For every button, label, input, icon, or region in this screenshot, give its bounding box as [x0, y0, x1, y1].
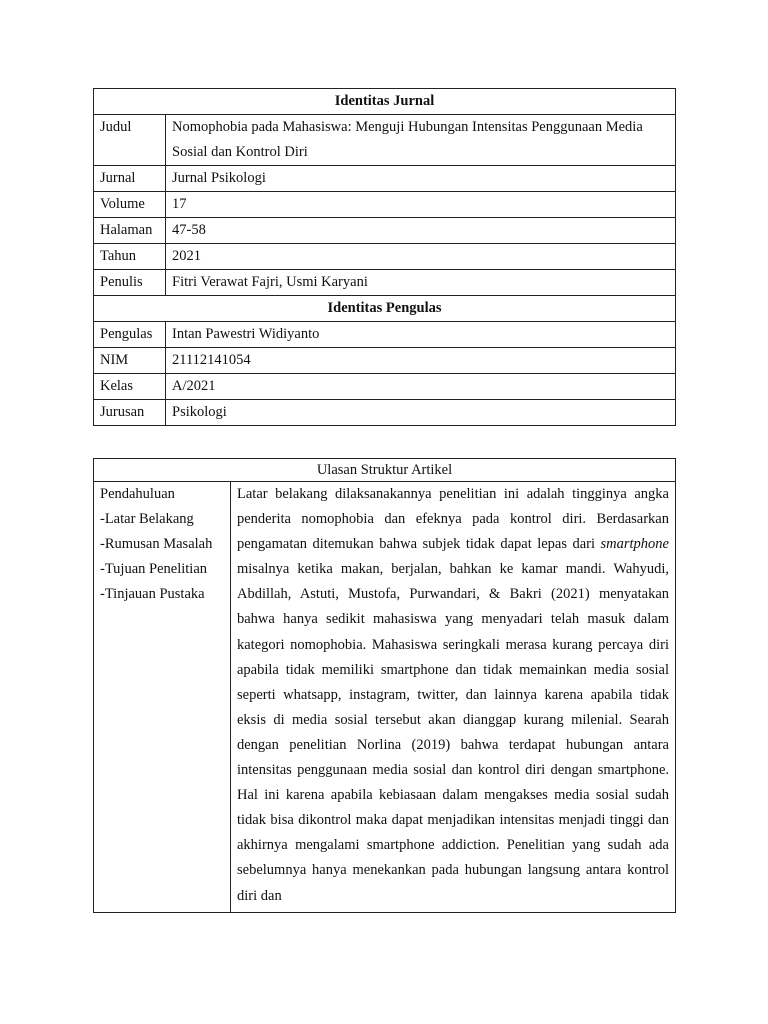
pengulas-label: Pengulas: [94, 322, 166, 348]
jurusan-value: Psikologi: [166, 400, 676, 426]
section-item-latar-belakang: -Latar Belakang: [100, 511, 194, 527]
review-text-part1: Latar belakang dilaksanakannya penelitian ini adalah tingginya angka penderita nomophobia dan efeknya pada kontrol diri. Berdasarkan pengamatan ditemukan bahwa subjek tidak dapat lepas dari: [237, 486, 669, 553]
halaman-label: Halaman: [94, 218, 166, 244]
pengulas-value: Intan Pawestri Widiyanto: [166, 322, 676, 348]
ulasan-header: Ulasan Struktur Artikel: [94, 459, 676, 482]
review-text: [237, 486, 669, 904]
judul-value: Nomophobia pada Mahasiswa: Menguji Hubungan Intensitas Penggunaan Media Sosial dan Kontrol Diri: [166, 115, 676, 166]
identitas-jurnal-header: Identitas Jurnal: [94, 89, 676, 115]
jurnal-label: Jurnal: [94, 166, 166, 192]
kelas-value: A/2021: [166, 374, 676, 400]
penulis-value: Fitri Verawat Fajri, Usmi Karyani: [166, 270, 676, 296]
ulasan-table: [93, 458, 676, 913]
section-item-rumusan-masalah: -Rumusan Masalah: [100, 536, 213, 552]
nim-label: NIM: [94, 348, 166, 374]
review-body: [231, 482, 676, 913]
tahun-value: 2021: [166, 244, 676, 270]
section-item-tujuan-penelitian: -Tujuan Penelitian: [100, 561, 208, 577]
judul-label: Judul: [94, 115, 166, 166]
review-text-italic: smartphone: [600, 536, 669, 553]
section-item-pendahuluan: Pendahuluan: [100, 486, 175, 502]
jurnal-value: Jurnal Psikologi: [166, 166, 676, 192]
jurusan-label: Jurusan: [94, 400, 166, 426]
section-item-tinjauan-pustaka: -Tinjauan Pustaka: [100, 586, 205, 602]
kelas-label: Kelas: [94, 374, 166, 400]
nim-value: 21112141054: [166, 348, 676, 374]
volume-label: Volume: [94, 192, 166, 218]
penulis-label: Penulis: [94, 270, 166, 296]
volume-value: 17: [166, 192, 676, 218]
identitas-pengulas-header: Identitas Pengulas: [94, 296, 676, 322]
review-text-part2: misalnya ketika makan, berjalan, bahkan ke kamar mandi. Wahyudi, Abdillah, Astuti, Mustofa, Purwandari, & Bakri (2021) menyatakan bahwa hanya sedikit mahasiswa yang menyadari telah masuk dalam kategori nomophobia. Mahasiswa seringkali merasa kurang percaya diri apabila tidak memiliki smartphone dan tidak memainkan media sosial seperti whatsapp, instagram, twitter, dan lainnya karena apabila tidak eksis di media sosial tersebut akan dianggap kurang milenial. Searah dengan penelitian Norlina (2019) bahwa terdapat hubungan antara intensitas penggunaan media sosial dan kontrol diri dengan smartphone. Hal ini karena apabila kebiasaan dalam mengakses media sosial sudah tidak bisa dikontrol maka dapat menjadikan intensitas menjadi tinggi dan akhirnya mengalami smartphone addiction. Penelitian yang sudah ada sebelumnya hanya menekankan pada hubungan langsung antara kontrol diri dan: [237, 561, 669, 904]
halaman-value: 47-58: [166, 218, 676, 244]
identitas-table: [93, 88, 676, 426]
section-list: [94, 482, 231, 913]
tahun-label: Tahun: [94, 244, 166, 270]
